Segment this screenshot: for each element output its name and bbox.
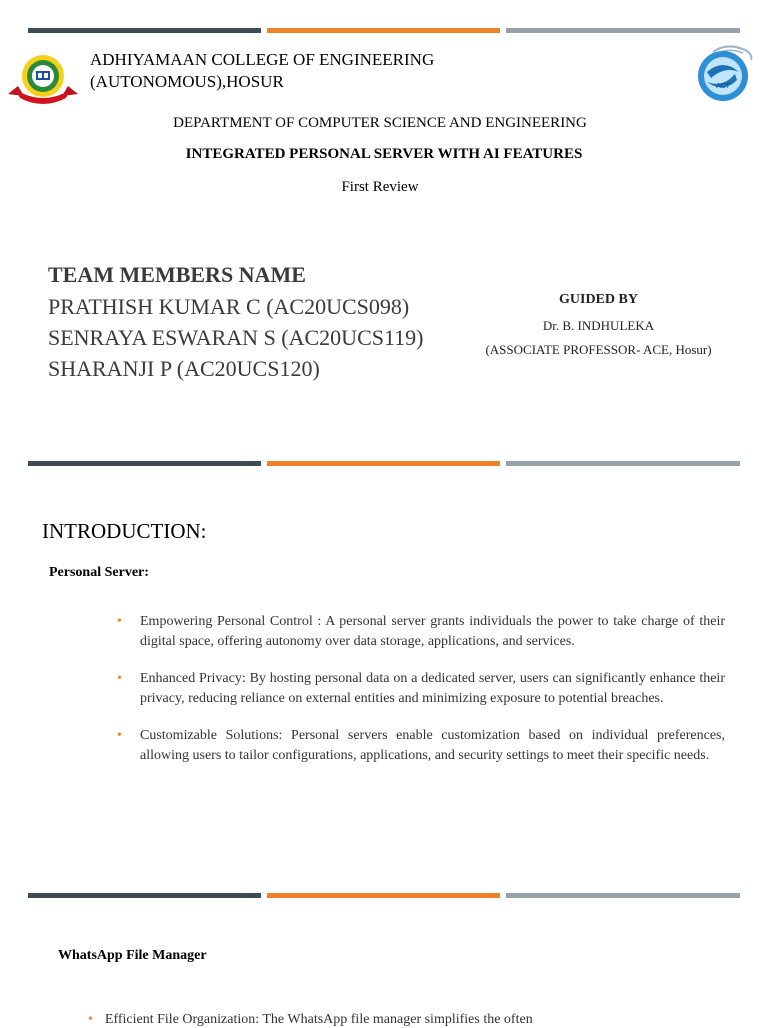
bar-segment-orange <box>267 28 500 33</box>
bullet-icon: • <box>117 614 122 629</box>
team-heading: TEAM MEMBERS NAME <box>48 262 306 287</box>
bullet-text: Empowering Personal Control : A personal server grants individuals the power to take charge of their digital space, offering autonomy over data storage, applications, and services. <box>140 614 725 649</box>
bullet-list <box>117 612 725 783</box>
bar-segment-dark <box>28 28 261 33</box>
svg-text:ACT: ACT <box>716 82 730 90</box>
guide-name: Dr. B. INDHULEKA <box>542 318 655 333</box>
guide-designation: (ASSOCIATE PROFESSOR- ACE, Hosur) <box>485 342 712 357</box>
bar-segment-gray <box>506 461 740 466</box>
bar-segment-orange <box>267 893 500 898</box>
department-name: DEPARTMENT OF COMPUTER SCIENCE AND ENGINEERING <box>173 115 587 131</box>
team-member: PRATHISH KUMAR C (AC20UCS098) <box>48 294 410 319</box>
list-item <box>117 669 725 708</box>
guided-by-label: GUIDED BY <box>559 292 638 307</box>
bar-segment-orange <box>267 461 500 466</box>
bar-segment-gray <box>506 893 740 898</box>
list-item <box>117 612 725 651</box>
college-name: ADHIYAMAAN COLLEGE OF ENGINEERING (AUTONOMOUS),HOSUR <box>90 50 435 91</box>
slide-heading: WhatsApp File Manager <box>58 948 207 963</box>
slide-divider-bar <box>28 893 740 898</box>
team-member: SENRAYA ESWARAN S (AC20UCS119) <box>48 325 424 350</box>
college-emblem-icon <box>4 50 82 106</box>
project-title: INTEGRATED PERSONAL SERVER WITH AI FEATURES <box>185 146 583 162</box>
bullet-icon: • <box>117 671 122 686</box>
bullet-icon: • <box>117 728 122 743</box>
slide-divider-bar <box>28 28 740 33</box>
bar-segment-dark <box>28 461 261 466</box>
slide-divider-bar <box>28 461 740 466</box>
list-item <box>117 726 725 765</box>
bullet-icon: • <box>88 1012 93 1027</box>
slide-heading: INTRODUCTION: <box>42 519 207 543</box>
bullet-text: Enhanced Privacy: By hosting personal data on a dedicated server, users can significantly enhance their privacy, reducing reliance on external entities and minimizing exposure to potential breaches. <box>140 671 725 706</box>
team-member: SHARANJI P (AC20UCS120) <box>48 356 320 381</box>
bullet-text: Efficient File Organization: The WhatsApp file manager simplifies the often <box>104 1012 533 1027</box>
bar-segment-gray <box>506 28 740 33</box>
bullet-text: Customizable Solutions: Personal servers enable customization based on individual preferences, allowing users to tailor configurations, applications, and security settings to meet their specific needs. <box>140 728 725 763</box>
slide-subheading: Personal Server: <box>49 565 149 580</box>
act-logo-icon <box>693 44 755 102</box>
review-label: First Review <box>341 179 419 195</box>
list-item <box>88 1012 533 1028</box>
bar-segment-dark <box>28 893 261 898</box>
